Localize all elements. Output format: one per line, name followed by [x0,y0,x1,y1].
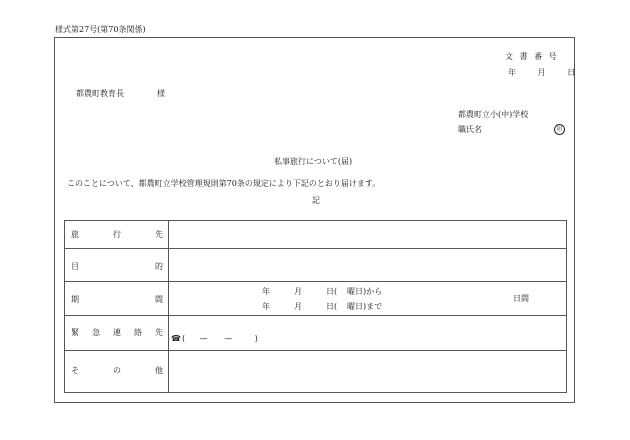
body-text: このことについて、都農町立学校管理規則第70条の規定により下記のとおり届けます。 [67,179,381,188]
label-char: 絡 [134,328,142,337]
label-char: そ [71,366,79,375]
row-label-other [71,366,163,376]
destination-field[interactable] [169,221,565,246]
ki-marker: 記 [312,196,320,205]
label-char: 緊 [71,328,79,337]
school-name: 都農町立小(中)学校 [458,110,529,119]
label-char: 間 [155,295,163,304]
period-start-year: 年 [262,287,270,296]
honorific-sama: 様 [157,89,165,98]
phone-dash-1: — [199,334,208,343]
addressee: 都農町教育長 [76,89,124,98]
label-char: 他 [155,366,163,375]
emergency-contact-phone[interactable] [171,334,258,344]
label-char: 急 [92,328,100,337]
phone-icon: ☎ [171,334,181,343]
period-end-month: 月 [294,302,302,311]
phone-dash-2: — [224,334,233,343]
row-divider [65,315,566,316]
other-field[interactable] [169,351,565,391]
period-end-weekday: 曜日)まで [347,302,383,311]
phone-open: ( [181,334,186,343]
label-char: 旅 [71,230,79,239]
position-name-label: 職氏名 [458,125,482,134]
form-header: 様式第27号(第70条関係) [55,25,146,34]
label-char: 的 [155,262,163,271]
row-divider [65,281,566,282]
seal-mark: 印 [554,124,565,135]
row-label-emergency-contact [71,328,163,338]
row-label-purpose [71,262,163,272]
label-char: 連 [113,328,121,337]
label-char: 先 [155,328,163,337]
label-char: 先 [155,230,163,239]
document-title: 私事旅行について(届) [274,157,353,166]
document-number-label: 文 書 番 号 [505,52,559,61]
label-char: 期 [71,295,79,304]
label-char: 行 [113,230,121,239]
row-label-period [71,295,163,305]
phone-close: ) [254,334,258,343]
date-line: 年 月 日 [508,68,576,77]
period-days: 日間 [513,294,529,303]
period-end-day: 日( [326,302,338,311]
label-char: 目 [71,262,79,271]
period-start-month: 月 [294,287,302,296]
row-label-destination [71,230,163,240]
period-start-day: 日( [326,287,338,296]
period-start-weekday: 曜日)から [347,287,383,296]
label-char: の [113,366,121,375]
purpose-field[interactable] [169,249,565,280]
period-end-year: 年 [262,302,270,311]
